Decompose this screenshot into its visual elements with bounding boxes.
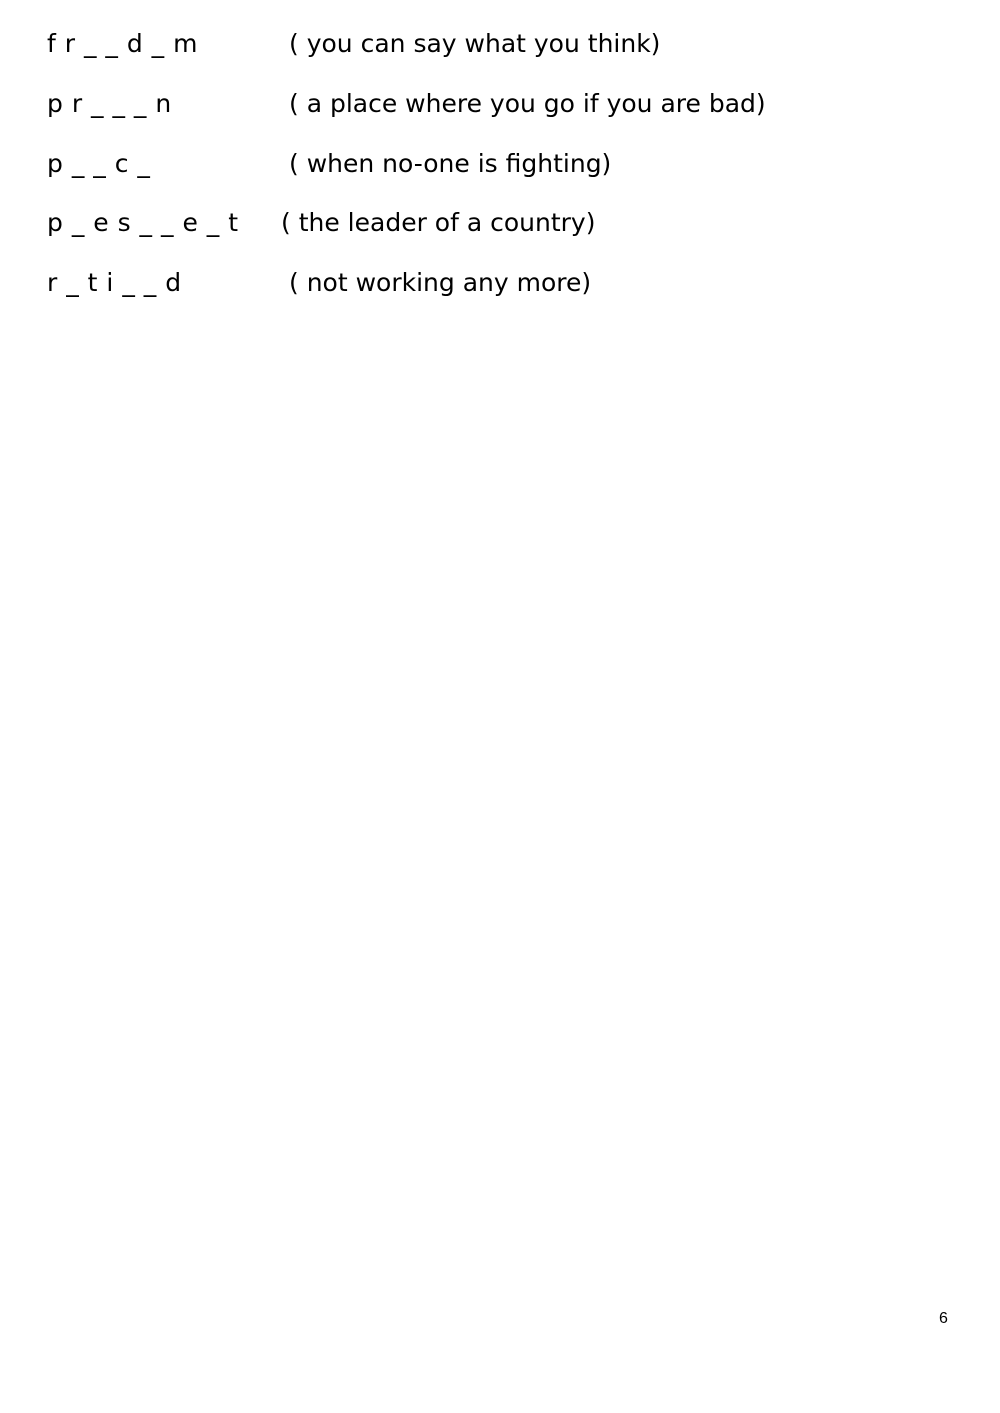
missing-letter-word: p r _ _ _ n	[47, 89, 172, 118]
word-clue: ( not working any more)	[289, 268, 592, 297]
word-clue: ( when no-one is fighting)	[289, 149, 612, 178]
word-clue: ( a place where you go if you are bad)	[289, 89, 766, 118]
vocabulary-row	[0, 263, 1000, 303]
missing-letter-word: f r _ _ d _ m	[47, 29, 198, 58]
word-clue: ( you can say what you think)	[289, 29, 661, 58]
vocabulary-row	[0, 203, 1000, 243]
page-number: 6	[939, 1310, 948, 1327]
vocabulary-row	[0, 144, 1000, 184]
vocabulary-row	[0, 84, 1000, 124]
missing-letter-word: p _ _ c _	[47, 149, 151, 178]
missing-letter-word: p _ e s _ _ e _ t	[47, 208, 239, 237]
vocabulary-row	[0, 24, 1000, 64]
missing-letter-word: r _ t i _ _ d	[47, 268, 182, 297]
word-clue: ( the leader of a country)	[281, 208, 596, 237]
